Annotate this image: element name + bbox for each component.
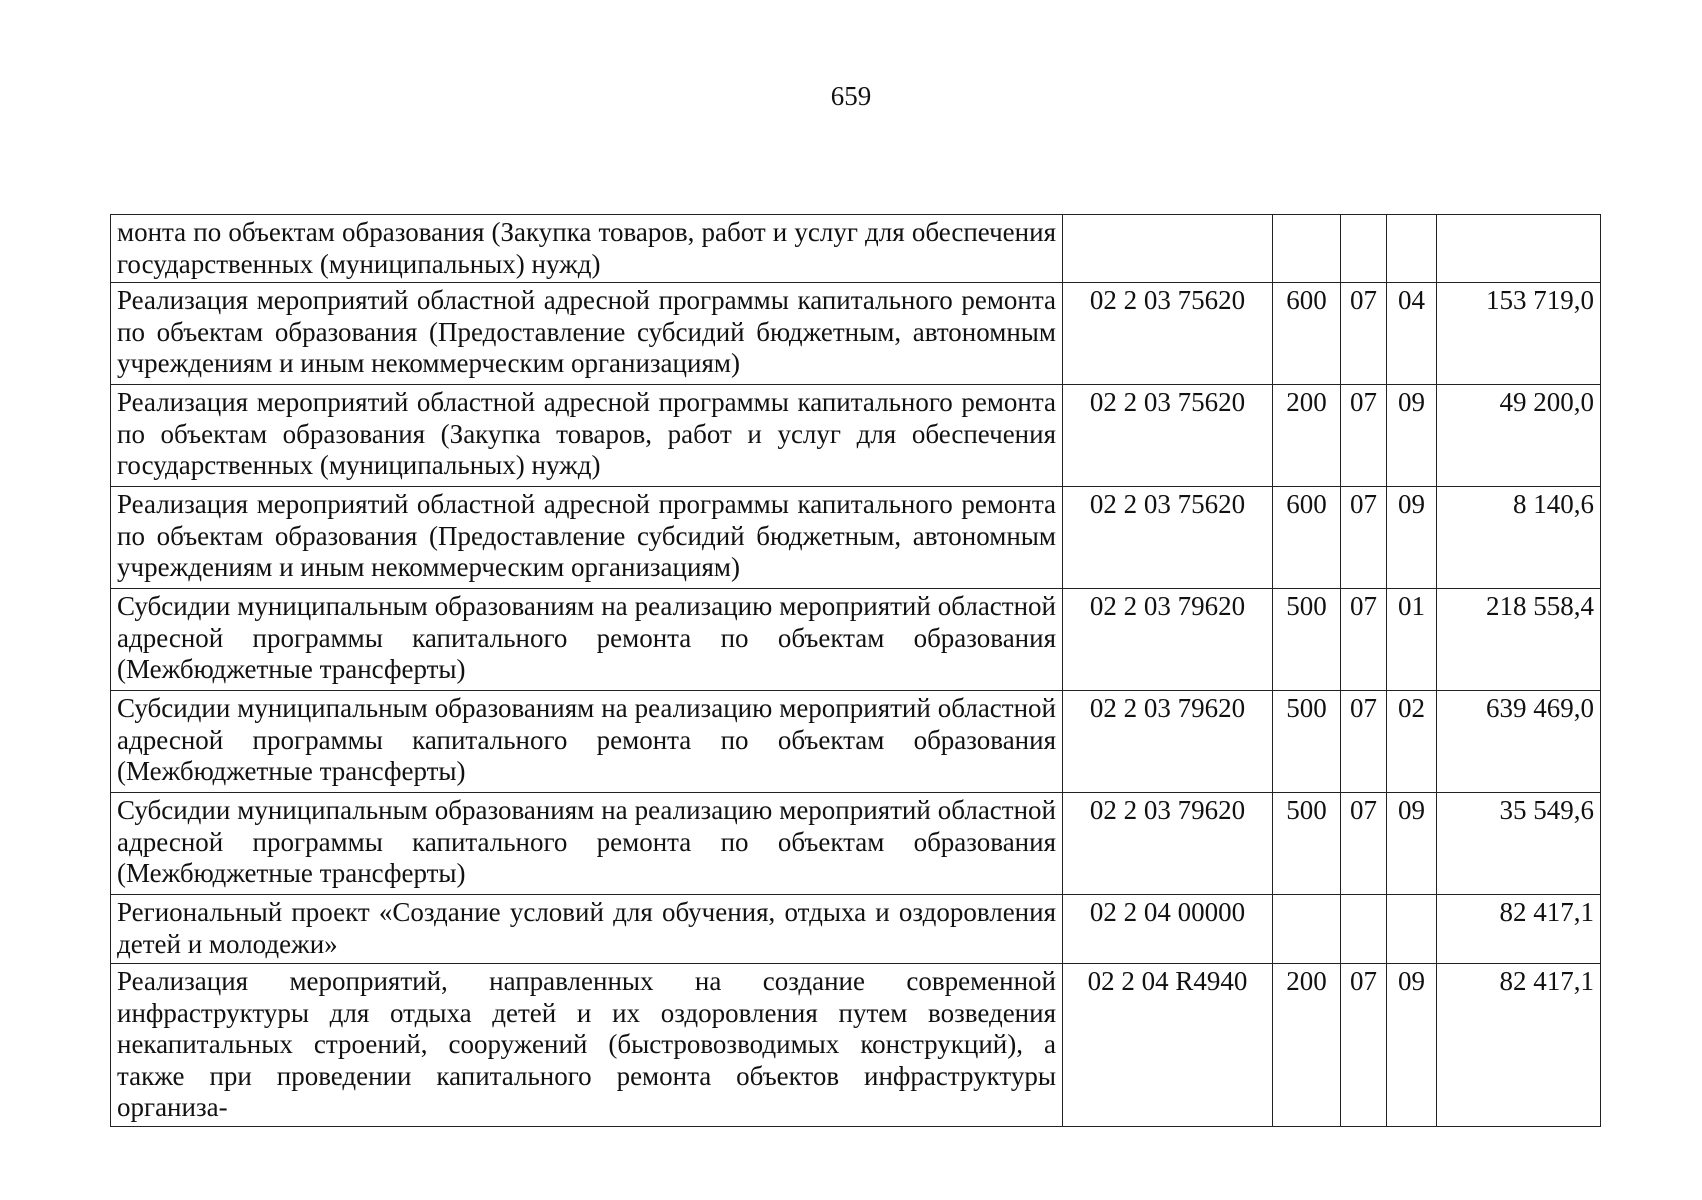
expense-type-cell: 200 [1273, 964, 1341, 1127]
table-row [111, 895, 1601, 964]
section-cell: 07 [1341, 487, 1387, 589]
target-article-cell: 02 2 04 00000 [1063, 895, 1273, 964]
target-article-cell [1063, 215, 1273, 283]
budget-table [110, 214, 1601, 1127]
subsection-cell: 01 [1387, 589, 1437, 691]
amount-cell: 82 417,1 [1437, 964, 1601, 1127]
table-row [111, 283, 1601, 385]
section-cell: 07 [1341, 589, 1387, 691]
row-name-cell: Реализация мероприятий областной адресной программы капитального ремонта по объектам образования (Предоставление субсидий бюджетным, автономным учреждениям и иным некоммерческим организациям) [111, 283, 1063, 385]
row-name-cell: Реализация мероприятий, направленных на создание современной инфраструктуры для отдыха детей и их оздоровления путем возведения некапитальных строений, сооружений (быстровозводимых конструкций), а также при проведении капитального ремонта объектов инфраструктуры организа- [111, 964, 1063, 1127]
expense-type-cell: 600 [1273, 283, 1341, 385]
amount-cell: 35 549,6 [1437, 793, 1601, 895]
subsection-cell [1387, 215, 1437, 283]
expense-type-cell: 500 [1273, 589, 1341, 691]
section-cell: 07 [1341, 964, 1387, 1127]
amount-cell: 218 558,4 [1437, 589, 1601, 691]
row-name-cell: Реализация мероприятий областной адресной программы капитального ремонта по объектам образования (Предоставление субсидий бюджетным, автономным учреждениям и иным некоммерческим организациям) [111, 487, 1063, 589]
table-row [111, 589, 1601, 691]
row-name-cell: Региональный проект «Создание условий для обучения, отдыха и оздоровления детей и молодежи» [111, 895, 1063, 964]
subsection-cell [1387, 895, 1437, 964]
section-cell: 07 [1341, 385, 1387, 487]
amount-cell: 639 469,0 [1437, 691, 1601, 793]
subsection-cell: 09 [1387, 964, 1437, 1127]
row-name-cell: Субсидии муниципальным образованиям на реализацию мероприятий областной адресной программы капитального ремонта по объектам образования (Межбюджетные трансферты) [111, 589, 1063, 691]
row-name-cell: Реализация мероприятий областной адресной программы капитального ремонта по объектам образования (Закупка товаров, работ и услуг для обеспечения государственных (муниципальных) нужд) [111, 385, 1063, 487]
section-cell: 07 [1341, 793, 1387, 895]
expense-type-cell [1273, 895, 1341, 964]
page-number: 659 [830, 81, 872, 111]
table-row [111, 964, 1601, 1127]
budget-table-body [111, 215, 1601, 1127]
target-article-cell: 02 2 03 79620 [1063, 793, 1273, 895]
table-row [111, 487, 1601, 589]
subsection-cell: 09 [1387, 487, 1437, 589]
table-row [111, 793, 1601, 895]
expense-type-cell: 200 [1273, 385, 1341, 487]
target-article-cell: 02 2 03 75620 [1063, 487, 1273, 589]
target-article-cell: 02 2 03 75620 [1063, 283, 1273, 385]
amount-cell: 153 719,0 [1437, 283, 1601, 385]
table-row [111, 385, 1601, 487]
expense-type-cell: 500 [1273, 691, 1341, 793]
target-article-cell: 02 2 04 R4940 [1063, 964, 1273, 1127]
subsection-cell: 02 [1387, 691, 1437, 793]
target-article-cell: 02 2 03 75620 [1063, 385, 1273, 487]
row-name-cell: Субсидии муниципальным образованиям на реализацию мероприятий областной адресной программы капитального ремонта по объектам образования (Межбюджетные трансферты) [111, 691, 1063, 793]
subsection-cell: 04 [1387, 283, 1437, 385]
section-cell [1341, 215, 1387, 283]
subsection-cell: 09 [1387, 385, 1437, 487]
amount-cell: 82 417,1 [1437, 895, 1601, 964]
section-cell: 07 [1341, 283, 1387, 385]
amount-cell: 49 200,0 [1437, 385, 1601, 487]
row-name-cell: Субсидии муниципальным образованиям на реализацию мероприятий областной адресной программы капитального ремонта по объектам образования (Межбюджетные трансферты) [111, 793, 1063, 895]
amount-cell: 8 140,6 [1437, 487, 1601, 589]
amount-cell [1437, 215, 1601, 283]
table-row [111, 691, 1601, 793]
subsection-cell: 09 [1387, 793, 1437, 895]
row-name-cell: монта по объектам образования (Закупка товаров, работ и услуг для обеспечения государственных (муниципальных) нужд) [111, 215, 1063, 283]
target-article-cell: 02 2 03 79620 [1063, 691, 1273, 793]
expense-type-cell: 500 [1273, 793, 1341, 895]
target-article-cell: 02 2 03 79620 [1063, 589, 1273, 691]
expense-type-cell [1273, 215, 1341, 283]
expense-type-cell: 600 [1273, 487, 1341, 589]
section-cell [1341, 895, 1387, 964]
table-row [111, 215, 1601, 283]
section-cell: 07 [1341, 691, 1387, 793]
